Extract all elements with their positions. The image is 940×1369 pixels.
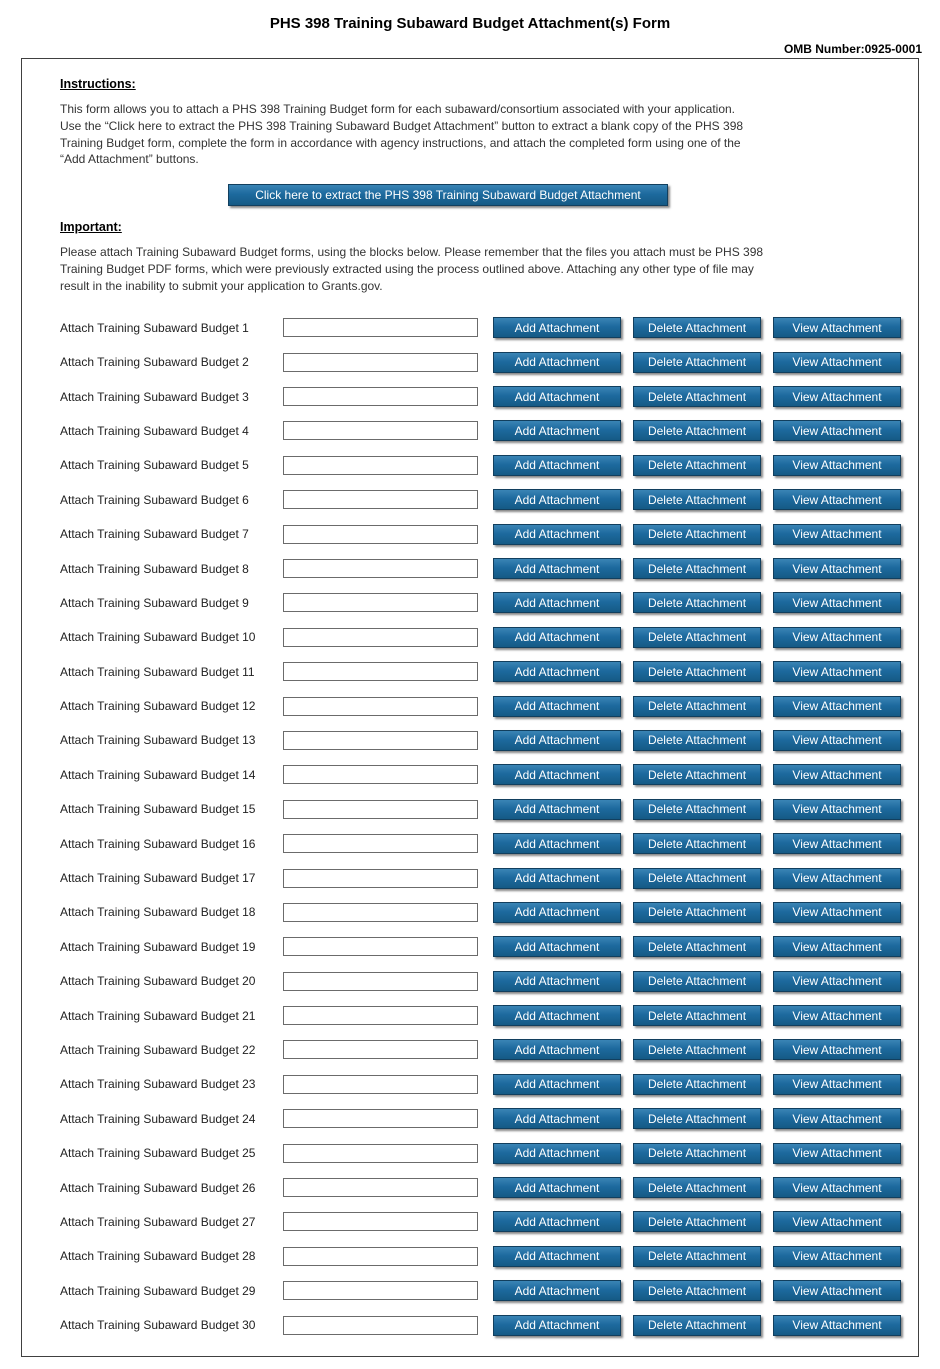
view-attachment-button[interactable]: View Attachment (773, 971, 901, 992)
attachment-row (60, 1136, 904, 1170)
omb-number: OMB Number:0925-0001 (783, 42, 922, 56)
view-attachment-button[interactable]: View Attachment (773, 936, 901, 957)
delete-attachment-button[interactable]: Delete Attachment (633, 1108, 761, 1129)
view-attachment-button[interactable]: View Attachment (773, 1246, 901, 1267)
add-attachment-button[interactable]: Add Attachment (493, 352, 621, 373)
attachment-row-label: Attach Training Subaward Budget 10 (60, 630, 256, 645)
attachment-row-label: Attach Training Subaward Budget 15 (60, 802, 256, 817)
attachment-filename-input[interactable] (283, 1006, 478, 1025)
delete-attachment-button[interactable]: Delete Attachment (633, 1039, 761, 1060)
add-attachment-button[interactable]: Add Attachment (493, 696, 621, 717)
delete-attachment-button[interactable]: Delete Attachment (633, 1315, 761, 1336)
attachment-filename-input[interactable] (283, 353, 478, 372)
form-box (21, 58, 919, 1357)
view-attachment-button[interactable]: View Attachment (773, 1315, 901, 1336)
delete-attachment-button[interactable]: Delete Attachment (633, 420, 761, 441)
attachment-row (60, 964, 904, 998)
attachment-filename-input[interactable] (283, 1144, 478, 1163)
delete-attachment-button[interactable]: Delete Attachment (633, 1143, 761, 1164)
attachment-filename-input[interactable] (283, 1178, 478, 1197)
add-attachment-button[interactable]: Add Attachment (493, 971, 621, 992)
delete-attachment-button[interactable]: Delete Attachment (633, 833, 761, 854)
delete-attachment-button[interactable]: Delete Attachment (633, 386, 761, 407)
view-attachment-button[interactable]: View Attachment (773, 317, 901, 338)
add-attachment-button[interactable]: Add Attachment (493, 936, 621, 957)
attachment-row (60, 551, 904, 585)
attachment-row-label: Attach Training Subaward Budget 5 (60, 458, 249, 473)
view-attachment-button[interactable]: View Attachment (773, 764, 901, 785)
attachment-row (60, 758, 904, 792)
view-attachment-button[interactable]: View Attachment (773, 455, 901, 476)
delete-attachment-button[interactable]: Delete Attachment (633, 799, 761, 820)
attachment-row (60, 620, 904, 654)
add-attachment-button[interactable]: Add Attachment (493, 1246, 621, 1267)
add-attachment-button[interactable]: Add Attachment (493, 730, 621, 751)
attachment-row (60, 345, 904, 379)
attachment-filename-input[interactable] (283, 834, 478, 853)
attachment-row (60, 448, 904, 482)
add-attachment-button[interactable]: Add Attachment (493, 1143, 621, 1164)
delete-attachment-button[interactable]: Delete Attachment (633, 764, 761, 785)
attachment-row-label: Attach Training Subaward Budget 17 (60, 871, 256, 886)
attachment-row (60, 1102, 904, 1136)
attachment-row-label: Attach Training Subaward Budget 29 (60, 1283, 256, 1298)
attachment-row (60, 414, 904, 448)
attachment-filename-input[interactable] (283, 1247, 478, 1266)
view-attachment-button[interactable]: View Attachment (773, 1108, 901, 1129)
attachment-row-label: Attach Training Subaward Budget 27 (60, 1214, 256, 1229)
attachment-filename-input[interactable] (283, 869, 478, 888)
attachment-row-label: Attach Training Subaward Budget 18 (60, 905, 256, 920)
attachment-filename-input[interactable] (283, 593, 478, 612)
attachment-row-label: Attach Training Subaward Budget 14 (60, 767, 256, 782)
attachment-row-label: Attach Training Subaward Budget 13 (60, 733, 256, 748)
attachment-filename-input[interactable] (283, 1281, 478, 1300)
delete-attachment-button[interactable]: Delete Attachment (633, 627, 761, 648)
add-attachment-button[interactable]: Add Attachment (493, 627, 621, 648)
add-attachment-button[interactable]: Add Attachment (493, 764, 621, 785)
attachment-row-label: Attach Training Subaward Budget 22 (60, 1042, 256, 1057)
attachment-row-label: Attach Training Subaward Budget 12 (60, 699, 256, 714)
attachment-row (60, 1205, 904, 1239)
delete-attachment-button[interactable]: Delete Attachment (633, 661, 761, 682)
attachment-row-label: Attach Training Subaward Budget 1 (60, 320, 249, 335)
attachment-row (60, 826, 904, 860)
add-attachment-button[interactable]: Add Attachment (493, 1211, 621, 1232)
delete-attachment-button[interactable]: Delete Attachment (633, 1211, 761, 1232)
add-attachment-button[interactable]: Add Attachment (493, 1280, 621, 1301)
attachment-row-label: Attach Training Subaward Budget 2 (60, 355, 249, 370)
attachment-row-label: Attach Training Subaward Budget 24 (60, 1111, 256, 1126)
add-attachment-button[interactable]: Add Attachment (493, 1074, 621, 1095)
attachment-filename-input[interactable] (283, 490, 478, 509)
view-attachment-button[interactable]: View Attachment (773, 799, 901, 820)
attachment-filename-input[interactable] (283, 903, 478, 922)
attachment-row-label: Attach Training Subaward Budget 3 (60, 389, 249, 404)
view-attachment-button[interactable]: View Attachment (773, 730, 901, 751)
attachment-filename-input[interactable] (283, 1109, 478, 1128)
attachment-row (60, 1067, 904, 1101)
view-attachment-button[interactable]: View Attachment (773, 696, 901, 717)
delete-attachment-button[interactable]: Delete Attachment (633, 936, 761, 957)
attachment-row-label: Attach Training Subaward Budget 21 (60, 1008, 256, 1023)
attachment-row-label: Attach Training Subaward Budget 9 (60, 595, 249, 610)
delete-attachment-button[interactable]: Delete Attachment (633, 558, 761, 579)
attachment-row-label: Attach Training Subaward Budget 6 (60, 492, 249, 507)
attachment-filename-input[interactable] (283, 937, 478, 956)
attachment-filename-input[interactable] (283, 765, 478, 784)
delete-attachment-button[interactable]: Delete Attachment (633, 1177, 761, 1198)
attachment-row (60, 586, 904, 620)
attachment-row-label: Attach Training Subaward Budget 4 (60, 423, 249, 438)
attachment-row (60, 930, 904, 964)
attachment-filename-input[interactable] (283, 1075, 478, 1094)
attachment-row-label: Attach Training Subaward Budget 30 (60, 1318, 256, 1333)
view-attachment-button[interactable]: View Attachment (773, 558, 901, 579)
extract-attachment-button[interactable]: Click here to extract the PHS 398 Training Subaward Budget Attachment (228, 184, 668, 206)
view-attachment-button[interactable]: View Attachment (773, 592, 901, 613)
attachment-filename-input[interactable] (283, 559, 478, 578)
attachment-row (60, 1308, 904, 1342)
instructions-heading: Instructions: (60, 77, 136, 91)
instructions-body: This form allows you to attach a PHS 398 Training Budget form for each subaward/consortium associated with your application. Use the “Click here to extract the PHS 398 Training Subaward Budget Attachment” button to extract a blank copy of the PHS 398 Training Budget form, complete the form in accordance with agency instructions, and attach the completed form using one of the “Add Attachment” buttons. (60, 102, 744, 167)
add-attachment-button[interactable]: Add Attachment (493, 1005, 621, 1026)
attachment-row (60, 723, 904, 757)
view-attachment-button[interactable]: View Attachment (773, 1039, 901, 1060)
attachment-row (60, 379, 904, 413)
attachment-row (60, 483, 904, 517)
delete-attachment-button[interactable]: Delete Attachment (633, 352, 761, 373)
add-attachment-button[interactable]: Add Attachment (493, 455, 621, 476)
attachment-row-label: Attach Training Subaward Budget 19 (60, 939, 256, 954)
add-attachment-button[interactable]: Add Attachment (493, 1315, 621, 1336)
add-attachment-button[interactable]: Add Attachment (493, 661, 621, 682)
attachment-row-label: Attach Training Subaward Budget 26 (60, 1180, 256, 1195)
add-attachment-button[interactable]: Add Attachment (493, 524, 621, 545)
attachment-row-label: Attach Training Subaward Budget 16 (60, 836, 256, 851)
view-attachment-button[interactable]: View Attachment (773, 868, 901, 889)
add-attachment-button[interactable]: Add Attachment (493, 1108, 621, 1129)
delete-attachment-button[interactable]: Delete Attachment (633, 592, 761, 613)
attachment-row-label: Attach Training Subaward Budget 25 (60, 1146, 256, 1161)
attachment-filename-input[interactable] (283, 800, 478, 819)
add-attachment-button[interactable]: Add Attachment (493, 592, 621, 613)
delete-attachment-button[interactable]: Delete Attachment (633, 1074, 761, 1095)
attachment-filename-input[interactable] (283, 731, 478, 750)
attachment-filename-input[interactable] (283, 697, 478, 716)
attachment-row (60, 861, 904, 895)
attachment-row-label: Attach Training Subaward Budget 8 (60, 561, 249, 576)
attachment-row-label: Attach Training Subaward Budget 23 (60, 1077, 256, 1092)
delete-attachment-button[interactable]: Delete Attachment (633, 1280, 761, 1301)
attachment-row (60, 517, 904, 551)
attachment-filename-input[interactable] (283, 456, 478, 475)
attachment-filename-input[interactable] (283, 628, 478, 647)
delete-attachment-button[interactable]: Delete Attachment (633, 1246, 761, 1267)
attachment-filename-input[interactable] (283, 387, 478, 406)
attachment-filename-input[interactable] (283, 972, 478, 991)
add-attachment-button[interactable]: Add Attachment (493, 868, 621, 889)
attachment-row (60, 654, 904, 688)
delete-attachment-button[interactable]: Delete Attachment (633, 1005, 761, 1026)
view-attachment-button[interactable]: View Attachment (773, 833, 901, 854)
attachment-row (60, 1170, 904, 1204)
view-attachment-button[interactable]: View Attachment (773, 420, 901, 441)
delete-attachment-button[interactable]: Delete Attachment (633, 902, 761, 923)
attachment-row (60, 311, 904, 345)
add-attachment-button[interactable]: Add Attachment (493, 799, 621, 820)
attachment-row (60, 1274, 904, 1308)
add-attachment-button[interactable]: Add Attachment (493, 317, 621, 338)
delete-attachment-button[interactable]: Delete Attachment (633, 524, 761, 545)
attachment-row (60, 895, 904, 929)
attachment-row-label: Attach Training Subaward Budget 20 (60, 974, 256, 989)
delete-attachment-button[interactable]: Delete Attachment (633, 868, 761, 889)
attachment-filename-input[interactable] (283, 318, 478, 337)
attachment-filename-input[interactable] (283, 421, 478, 440)
attachment-filename-input[interactable] (283, 662, 478, 681)
add-attachment-button[interactable]: Add Attachment (493, 386, 621, 407)
view-attachment-button[interactable]: View Attachment (773, 524, 901, 545)
delete-attachment-button[interactable]: Delete Attachment (633, 317, 761, 338)
add-attachment-button[interactable]: Add Attachment (493, 902, 621, 923)
view-attachment-button[interactable]: View Attachment (773, 1177, 901, 1198)
delete-attachment-button[interactable]: Delete Attachment (633, 730, 761, 751)
delete-attachment-button[interactable]: Delete Attachment (633, 489, 761, 510)
attachment-row-label: Attach Training Subaward Budget 7 (60, 527, 249, 542)
view-attachment-button[interactable]: View Attachment (773, 627, 901, 648)
view-attachment-button[interactable]: View Attachment (773, 1074, 901, 1095)
view-attachment-button[interactable]: View Attachment (773, 1211, 901, 1232)
attachment-row (60, 1033, 904, 1067)
attachment-row (60, 998, 904, 1032)
attachment-row (60, 689, 904, 723)
attachment-row-label: Attach Training Subaward Budget 11 (60, 664, 255, 679)
attachment-rows (60, 311, 904, 1343)
attachment-filename-input[interactable] (283, 1212, 478, 1231)
add-attachment-button[interactable]: Add Attachment (493, 1177, 621, 1198)
view-attachment-button[interactable]: View Attachment (773, 902, 901, 923)
delete-attachment-button[interactable]: Delete Attachment (633, 696, 761, 717)
attachment-filename-input[interactable] (283, 525, 478, 544)
view-attachment-button[interactable]: View Attachment (773, 489, 901, 510)
important-body: Please attach Training Subaward Budget forms, using the blocks below. Please remember that the files you attach must be PHS 398 Training Budget PDF forms, which were previously extracted using the process outlined above. Attaching any other type of file may result in the inability to submit your application to Grants.gov. (60, 245, 764, 293)
view-attachment-button[interactable]: View Attachment (773, 386, 901, 407)
delete-attachment-button[interactable]: Delete Attachment (633, 455, 761, 476)
delete-attachment-button[interactable]: Delete Attachment (633, 971, 761, 992)
add-attachment-button[interactable]: Add Attachment (493, 1039, 621, 1060)
add-attachment-button[interactable]: Add Attachment (493, 420, 621, 441)
attachment-filename-input[interactable] (283, 1316, 478, 1335)
attachment-row (60, 792, 904, 826)
view-attachment-button[interactable]: View Attachment (773, 661, 901, 682)
attachment-row (60, 1239, 904, 1273)
view-attachment-button[interactable]: View Attachment (773, 1143, 901, 1164)
add-attachment-button[interactable]: Add Attachment (493, 489, 621, 510)
view-attachment-button[interactable]: View Attachment (773, 1005, 901, 1026)
attachment-filename-input[interactable] (283, 1040, 478, 1059)
view-attachment-button[interactable]: View Attachment (773, 352, 901, 373)
add-attachment-button[interactable]: Add Attachment (493, 558, 621, 579)
view-attachment-button[interactable]: View Attachment (773, 1280, 901, 1301)
attachment-row-label: Attach Training Subaward Budget 28 (60, 1249, 256, 1264)
add-attachment-button[interactable]: Add Attachment (493, 833, 621, 854)
important-heading: Important: (60, 220, 122, 235)
page-title: PHS 398 Training Subaward Budget Attachment(s) Form (269, 15, 671, 32)
